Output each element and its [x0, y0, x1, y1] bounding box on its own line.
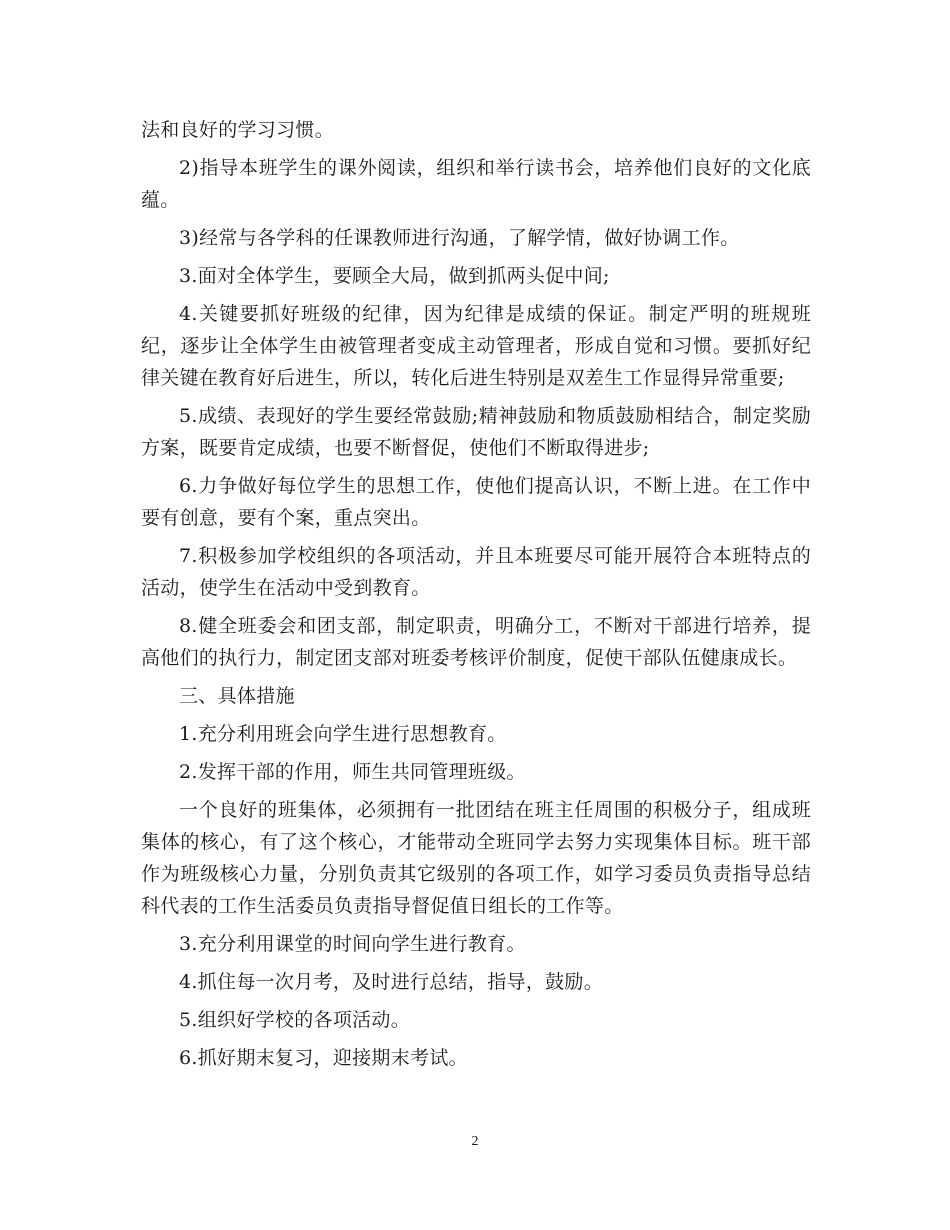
page-number: 2	[471, 1134, 479, 1149]
paragraph-13: 3.充分利用课堂的时间向学生进行教育。	[179, 933, 526, 955]
section-heading: 三、具体措施	[179, 685, 295, 707]
document-body	[141, 114, 811, 1074]
paragraph-3: 3.面对全体学生，要顾全大局，做到抓两头促中间;	[179, 265, 610, 287]
paragraph-4: 4.关键要抓好班级的纪律，因为纪律是成绩的保证。制定严明的班规班纪，逐步让全体学生由被管理者变成主动管理者，形成自觉和习惯。要抓好纪律关键在教育好后进生，所以，转化后进生特别是双差生工作显得异常重要;	[141, 303, 811, 389]
paragraph-5: 5.成绩、表现好的学生要经常鼓励;精神鼓励和物质鼓励相结合，制定奖励方案，既要肯定成绩，也要不断督促，使他们不断取得进步;	[141, 405, 811, 459]
paragraph-11: 2.发挥干部的作用，师生共同管理班级。	[179, 761, 526, 783]
paragraph-7: 7.积极参加学校组织的各项活动，并且本班要尽可能开展符合本班特点的活动，使学生在活动中受到教育。	[141, 545, 811, 599]
paragraph-2: 3)经常与各学科的任课教师进行沟通，了解学情，做好协调工作。	[179, 227, 740, 249]
paragraph-14: 4.抓住每一次月考，及时进行总结，指导，鼓励。	[179, 971, 604, 993]
paragraph-8: 8.健全班委会和团支部，制定职责，明确分工，不断对干部进行培养，提高他们的执行力，制定团支部对班委考核评价制度，促使干部队伍健康成长。	[141, 615, 811, 669]
paragraph-15: 5.组织好学校的各项活动。	[179, 1009, 411, 1031]
paragraph-6: 6.力争做好每位学生的思想工作，使他们提高认识，不断上进。在工作中要有创意，要有个案，重点突出。	[141, 475, 811, 529]
paragraph-0: 法和良好的学习习惯。	[141, 119, 335, 141]
paragraph-12: 一个良好的班集体，必须拥有一批团结在班主任周围的积极分子，组成班集体的核心，有了这个核心，才能带动全班同学去努力实现集体目标。班干部作为班级核心力量，分别负责其它级别的各项工作，如学习委员负责指导总结科代表的工作生活委员负责指导督促值日组长的工作等。	[141, 799, 811, 917]
paragraph-1: 2)指导本班学生的课外阅读，组织和举行读书会，培养他们良好的文化底蕴。	[141, 157, 811, 211]
paragraph-10: 1.充分利用班会向学生进行思想教育。	[179, 723, 507, 745]
paragraph-16: 6.抓好期末复习，迎接期末考试。	[179, 1047, 468, 1069]
